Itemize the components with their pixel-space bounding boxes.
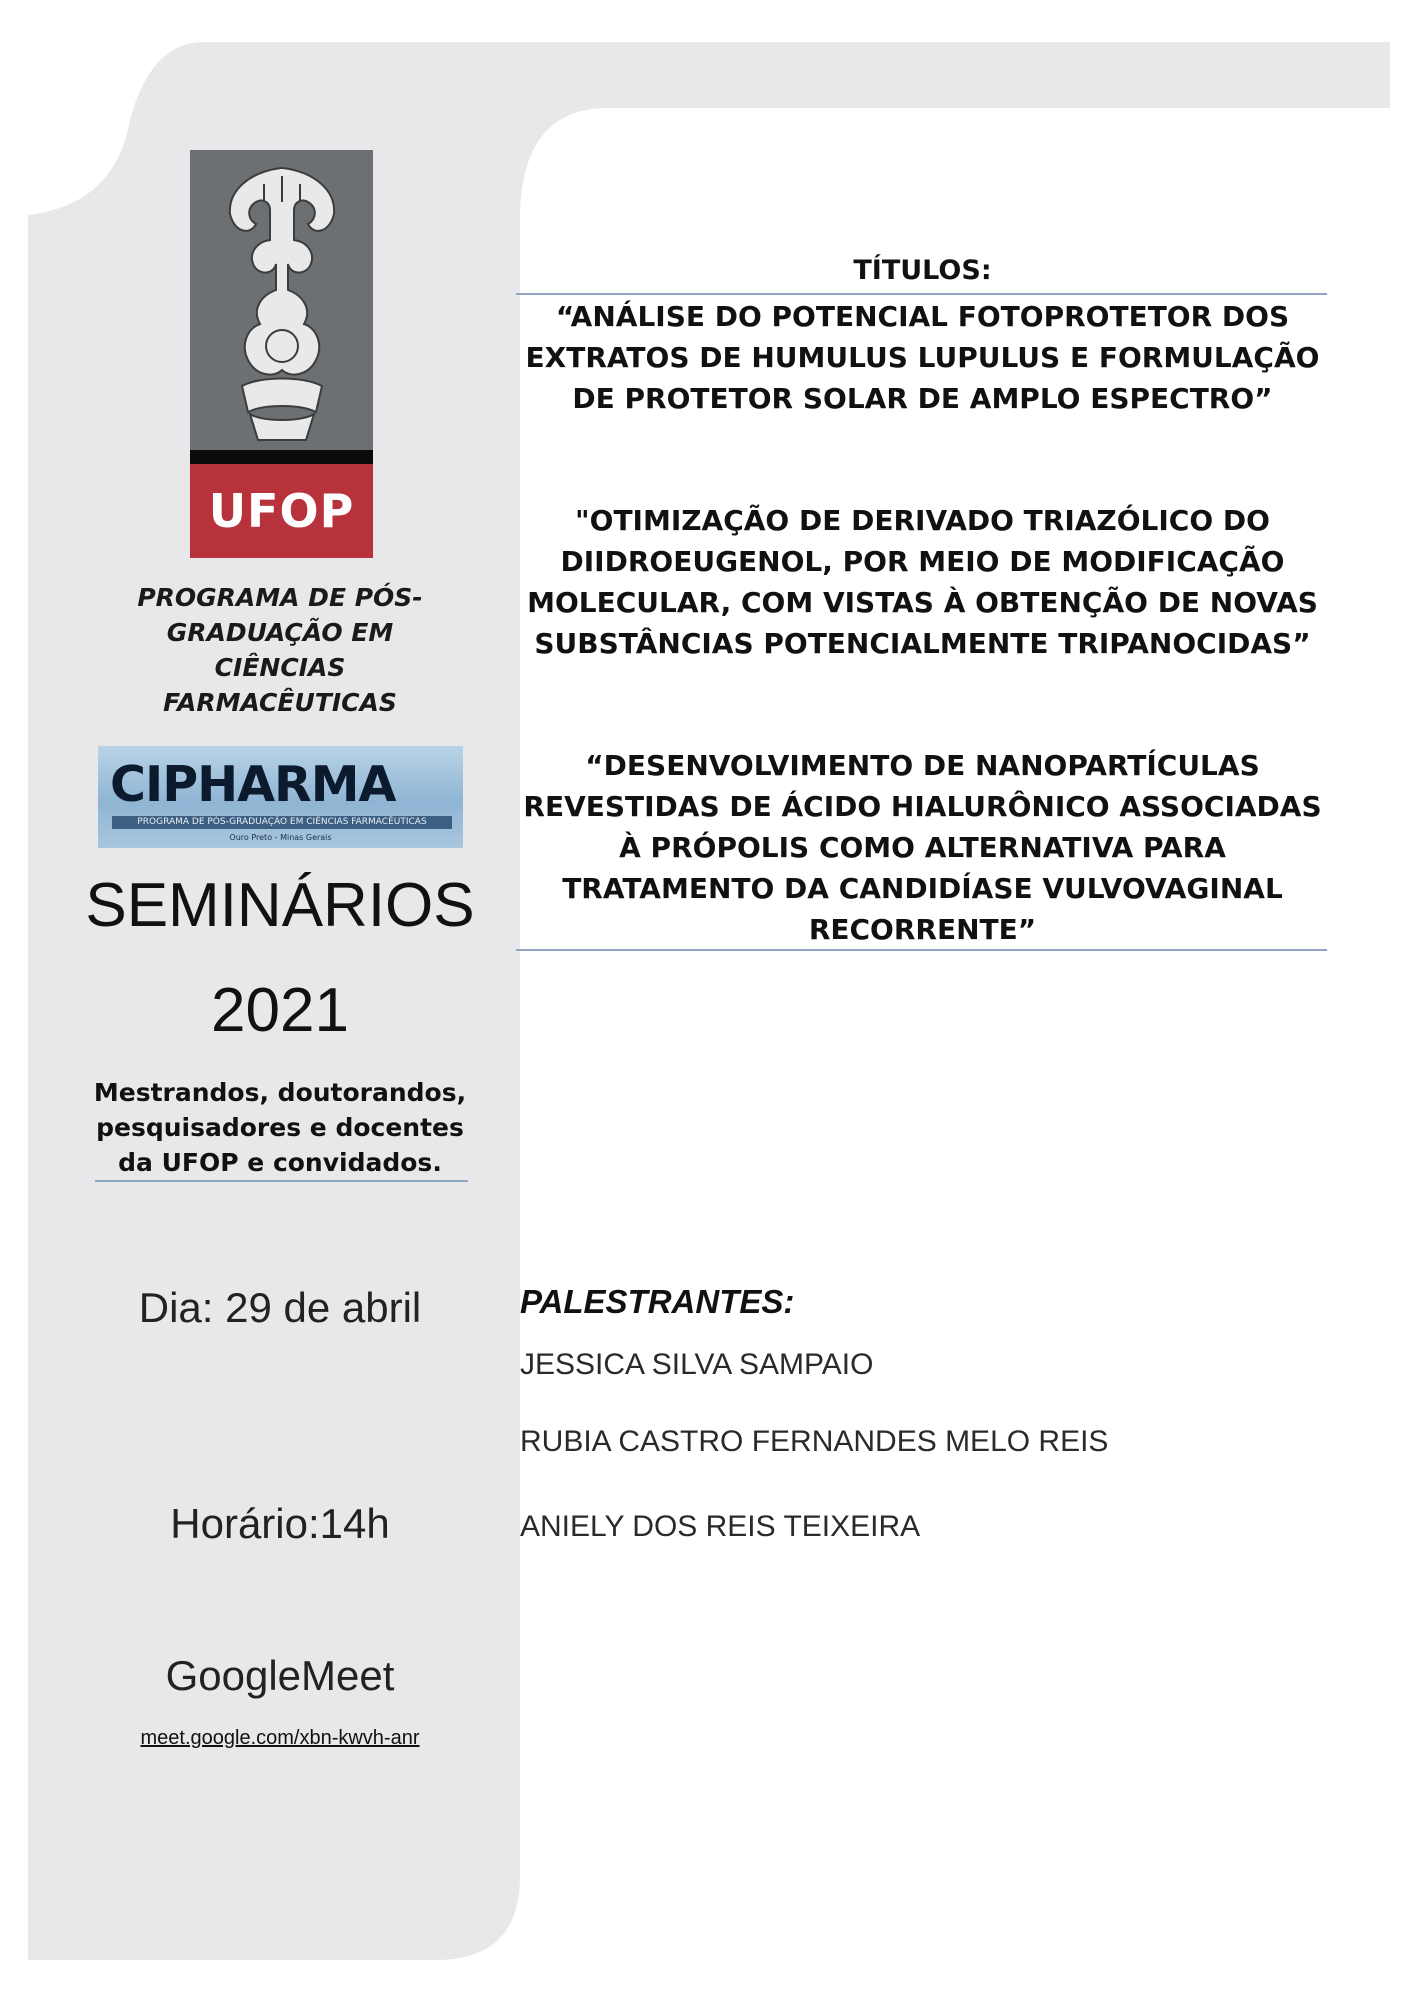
- event-time: Horário:14h: [170, 1500, 390, 1547]
- title-item: “ANÁLISE DO POTENCIAL FOTOPROTETOR DOS EXTRATOS DE HUMULUS LUPULUS E FORMULAÇÃO DE PROTETOR SOLAR DE AMPLO ESPECTRO”: [525, 300, 1320, 415]
- speaker-name: JESSICA SILVA SAMPAIO: [520, 1348, 874, 1381]
- event-date: Dia: 29 de abril: [138, 1284, 422, 1331]
- event-name: SEMINÁRIOS: [85, 871, 475, 940]
- ufop-logo-text: UFOP: [208, 484, 355, 538]
- ufop-emblem-icon: [190, 150, 373, 450]
- speakers-heading: PALESTRANTES:: [520, 1283, 795, 1320]
- meet-link[interactable]: meet.google.com/xbn-kwvh-anr: [140, 1727, 420, 1749]
- titles-bottom-divider: [516, 949, 1327, 951]
- speaker-name: ANIELY DOS REIS TEIXEIRA: [520, 1510, 921, 1543]
- cipharma-subtitle: PROGRAMA DE PÓS-GRADUAÇÃO EM CIÊNCIAS FARMACÊUTICAS: [112, 816, 452, 829]
- program-name: PROGRAMA DE PÓS-GRADUAÇÃO EM CIÊNCIAS FARMACÊUTICAS: [137, 583, 423, 717]
- divider: [95, 1180, 468, 1182]
- cipharma-location: Ouro Preto - Minas Gerais: [229, 833, 332, 842]
- event-year: 2021: [211, 976, 349, 1045]
- speaker-name: RUBIA CASTRO FERNANDES MELO REIS: [520, 1425, 1109, 1458]
- title-item: "OTIMIZAÇÃO DE DERIVADO TRIAZÓLICO DO DIIDROEUGENOL, POR MEIO DE MODIFICAÇÃO MOLECULAR, COM VISTAS À OBTENÇÃO DE NOVAS SUBSTÂNCIAS POTENCIALMENTE TRIPANOCIDAS”: [527, 504, 1318, 660]
- cipharma-title: CIPHARMA: [110, 756, 396, 813]
- ufop-logo: [190, 150, 373, 558]
- titles-heading: TÍTULOS:: [853, 255, 992, 286]
- event-audience: Mestrandos, doutorandos, pesquisadores e docentes da UFOP e convidados.: [93, 1078, 467, 1177]
- cipharma-banner: [98, 746, 463, 848]
- titles-top-divider: [516, 293, 1327, 295]
- event-platform: GoogleMeet: [165, 1652, 395, 1699]
- title-item: “DESENVOLVIMENTO DE NANOPARTÍCULAS REVESTIDAS DE ÁCIDO HIALURÔNICO ASSOCIADAS À PRÓPOLIS COMO ALTERNATIVA PARA TRATAMENTO DA CANDIDÍASE VULVOVAGINAL RECORRENTE”: [523, 749, 1322, 946]
